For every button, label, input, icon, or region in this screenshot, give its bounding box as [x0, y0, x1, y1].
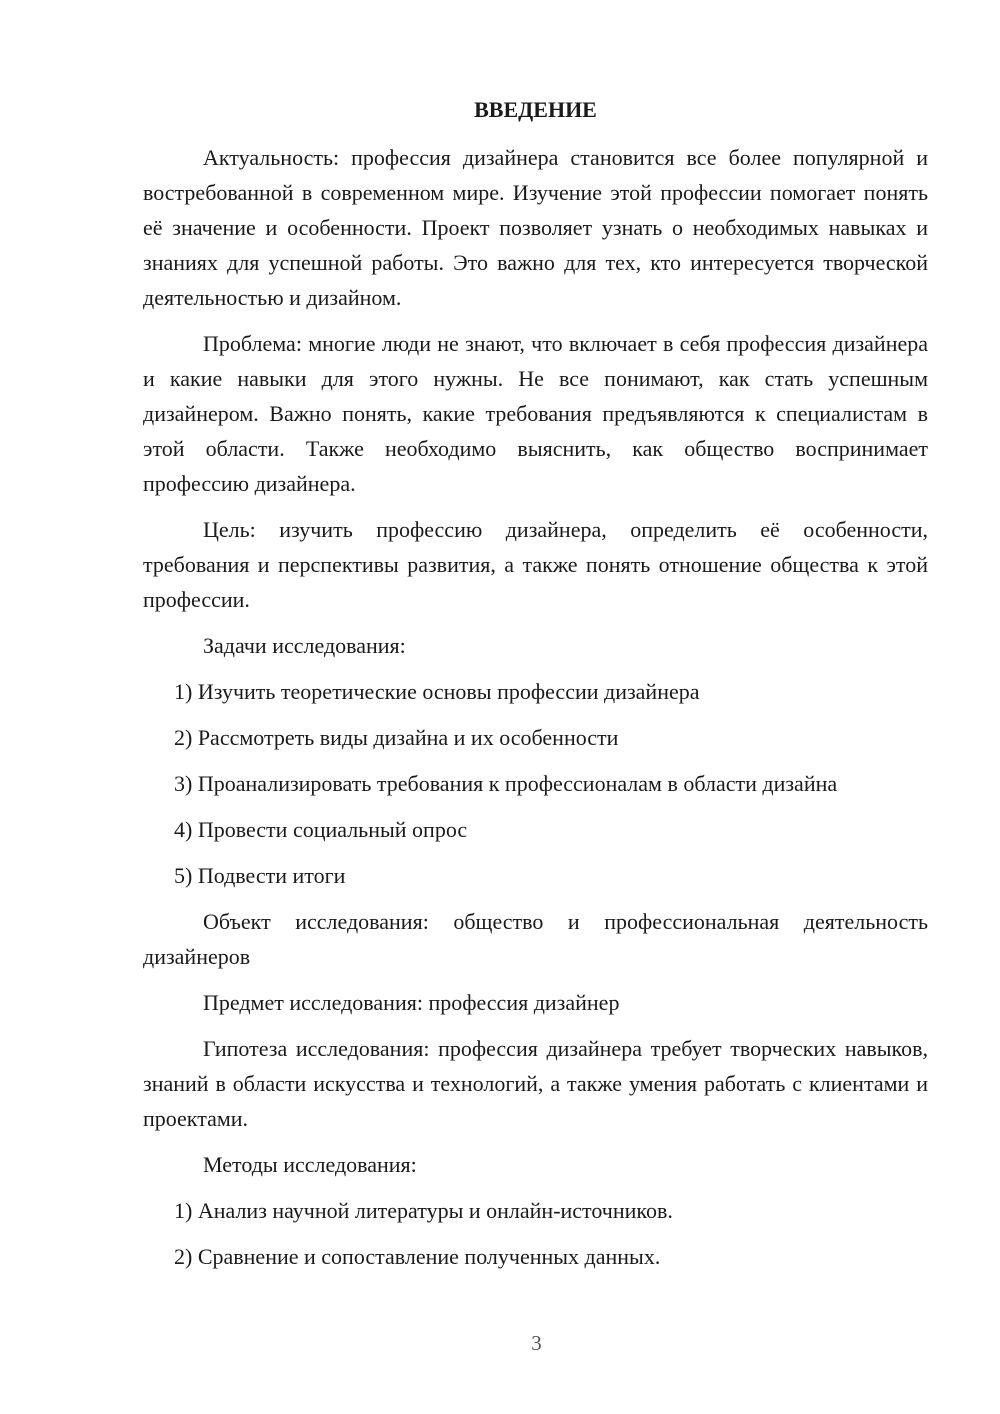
methods-title: Методы исследования: [203, 1152, 417, 1177]
task-item: 2) Рассмотреть виды дизайна и их особенности [174, 725, 619, 750]
method-item: 1) Анализ научной литературы и онлайн-источников. [174, 1198, 673, 1223]
task-item: 3) Проанализировать требования к профессионалам в области дизайна [174, 771, 838, 796]
document-heading: ВВЕДЕНИЕ [474, 97, 597, 122]
tasks-title: Задачи исследования: [203, 633, 406, 658]
goal-paragraph: Цель: изучить профессию дизайнера, определить её особенности, требования и перспективы развития, а также понять отношение общества к этой профессии. [143, 517, 928, 612]
problem-paragraph: Проблема: многие люди не знают, что включает в себя профессия дизайнера и какие навыки для этого нужны. Не все понимают, как стать успешным дизайнером. Важно понять, какие требования предъявляются к специалистам в этой области. Также необходимо выяснить, как общество воспринимает профессию дизайнера. [143, 331, 928, 496]
task-item: 1) Изучить теоретические основы профессии дизайнера [174, 679, 700, 704]
task-item: 5) Подвести итоги [174, 863, 346, 888]
document-body [143, 92, 928, 1285]
subject-paragraph: Предмет исследования: профессия дизайнер [203, 990, 620, 1015]
method-item: 2) Сравнение и сопоставление полученных данных. [174, 1244, 661, 1269]
object-paragraph: Объект исследования: общество и профессиональная деятельность дизайнеров [143, 909, 928, 969]
relevance-paragraph: Актуальность: профессия дизайнера становится все более популярной и востребованной в современном мире. Изучение этой профессии помогает понять её значение и особенности. Проект позволяет узнать о необходимых навыках и знаниях для успешной работы. Это важно для тех, кто интересуется творческой деятельностью и дизайном. [143, 145, 928, 310]
task-item: 4) Провести социальный опрос [174, 817, 468, 842]
hypothesis-paragraph: Гипотеза исследования: профессия дизайнера требует творческих навыков, знаний в области искусства и технологий, а также умения работать с клиентами и проектами. [143, 1036, 928, 1131]
page-number: 3 [531, 1331, 542, 1355]
